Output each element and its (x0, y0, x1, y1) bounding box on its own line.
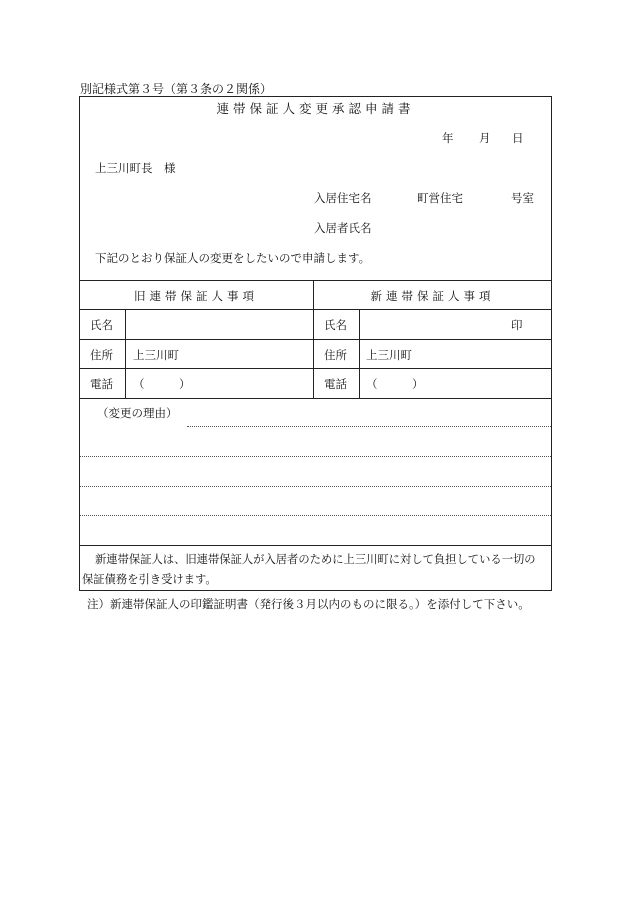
form-title: 連帯保証人変更承認申請書 (216, 101, 415, 116)
reason-line-4 (80, 515, 551, 516)
new-address-value: 上三川町 (366, 348, 412, 362)
pledge-line-2: 保証債務を引き受けます。 (82, 573, 217, 586)
rule-pledge-top (79, 545, 552, 546)
rule-header-bottom (79, 309, 552, 310)
style-number: 別記様式第３号（第３条の２関係） (80, 82, 273, 96)
rule-table-top (79, 280, 552, 281)
rule-address-bottom (79, 368, 552, 369)
old-guarantor-header: 旧連帯保証人事項 (134, 289, 258, 303)
rule-phone-bottom (79, 398, 552, 399)
reason-label: （変更の理由） (97, 406, 178, 420)
pledge-line-1: 新連帯保証人は、旧連帯保証人が入居者のために上三川町に対して負担している一切の (95, 553, 536, 566)
rule-name-bottom (79, 339, 552, 340)
old-address-value: 上三川町 (133, 348, 179, 362)
date-year-label: 年 (442, 131, 454, 145)
applicant-name-label: 入居者氏名 (314, 221, 372, 235)
old-address-label: 住所 (90, 348, 113, 362)
date-month-label: 月 (479, 131, 491, 145)
addressee: 上三川町長 様 (95, 161, 176, 175)
date-day-label: 日 (512, 131, 524, 145)
old-phone-label: 電話 (90, 377, 113, 391)
residence-label: 入居住宅名 (314, 191, 372, 205)
rule-old-label-divider (125, 309, 126, 398)
old-name-label: 氏名 (90, 318, 113, 332)
old-phone-value: （ ） (133, 377, 191, 391)
reason-line-1 (187, 426, 551, 427)
reason-line-3 (80, 486, 551, 487)
room-suffix: 号室 (511, 191, 534, 205)
housing-type: 町営住宅 (417, 191, 463, 205)
new-name-label: 氏名 (324, 318, 347, 332)
new-guarantor-header: 新連帯保証人事項 (370, 289, 495, 303)
rule-new-label-divider (359, 309, 360, 398)
seal-mark: 印 (511, 318, 523, 332)
attachment-note: 注）新連帯保証人の印鑑証明書（発行後３月以内のものに限る。）を添付して下さい。 (87, 597, 530, 611)
reason-line-2 (80, 456, 551, 457)
new-phone-label: 電話 (324, 377, 347, 391)
new-address-label: 住所 (324, 348, 347, 362)
new-phone-value: （ ） (366, 377, 424, 391)
statement: 下記のとおり保証人の変更をしたいので申請します。 (95, 251, 371, 265)
